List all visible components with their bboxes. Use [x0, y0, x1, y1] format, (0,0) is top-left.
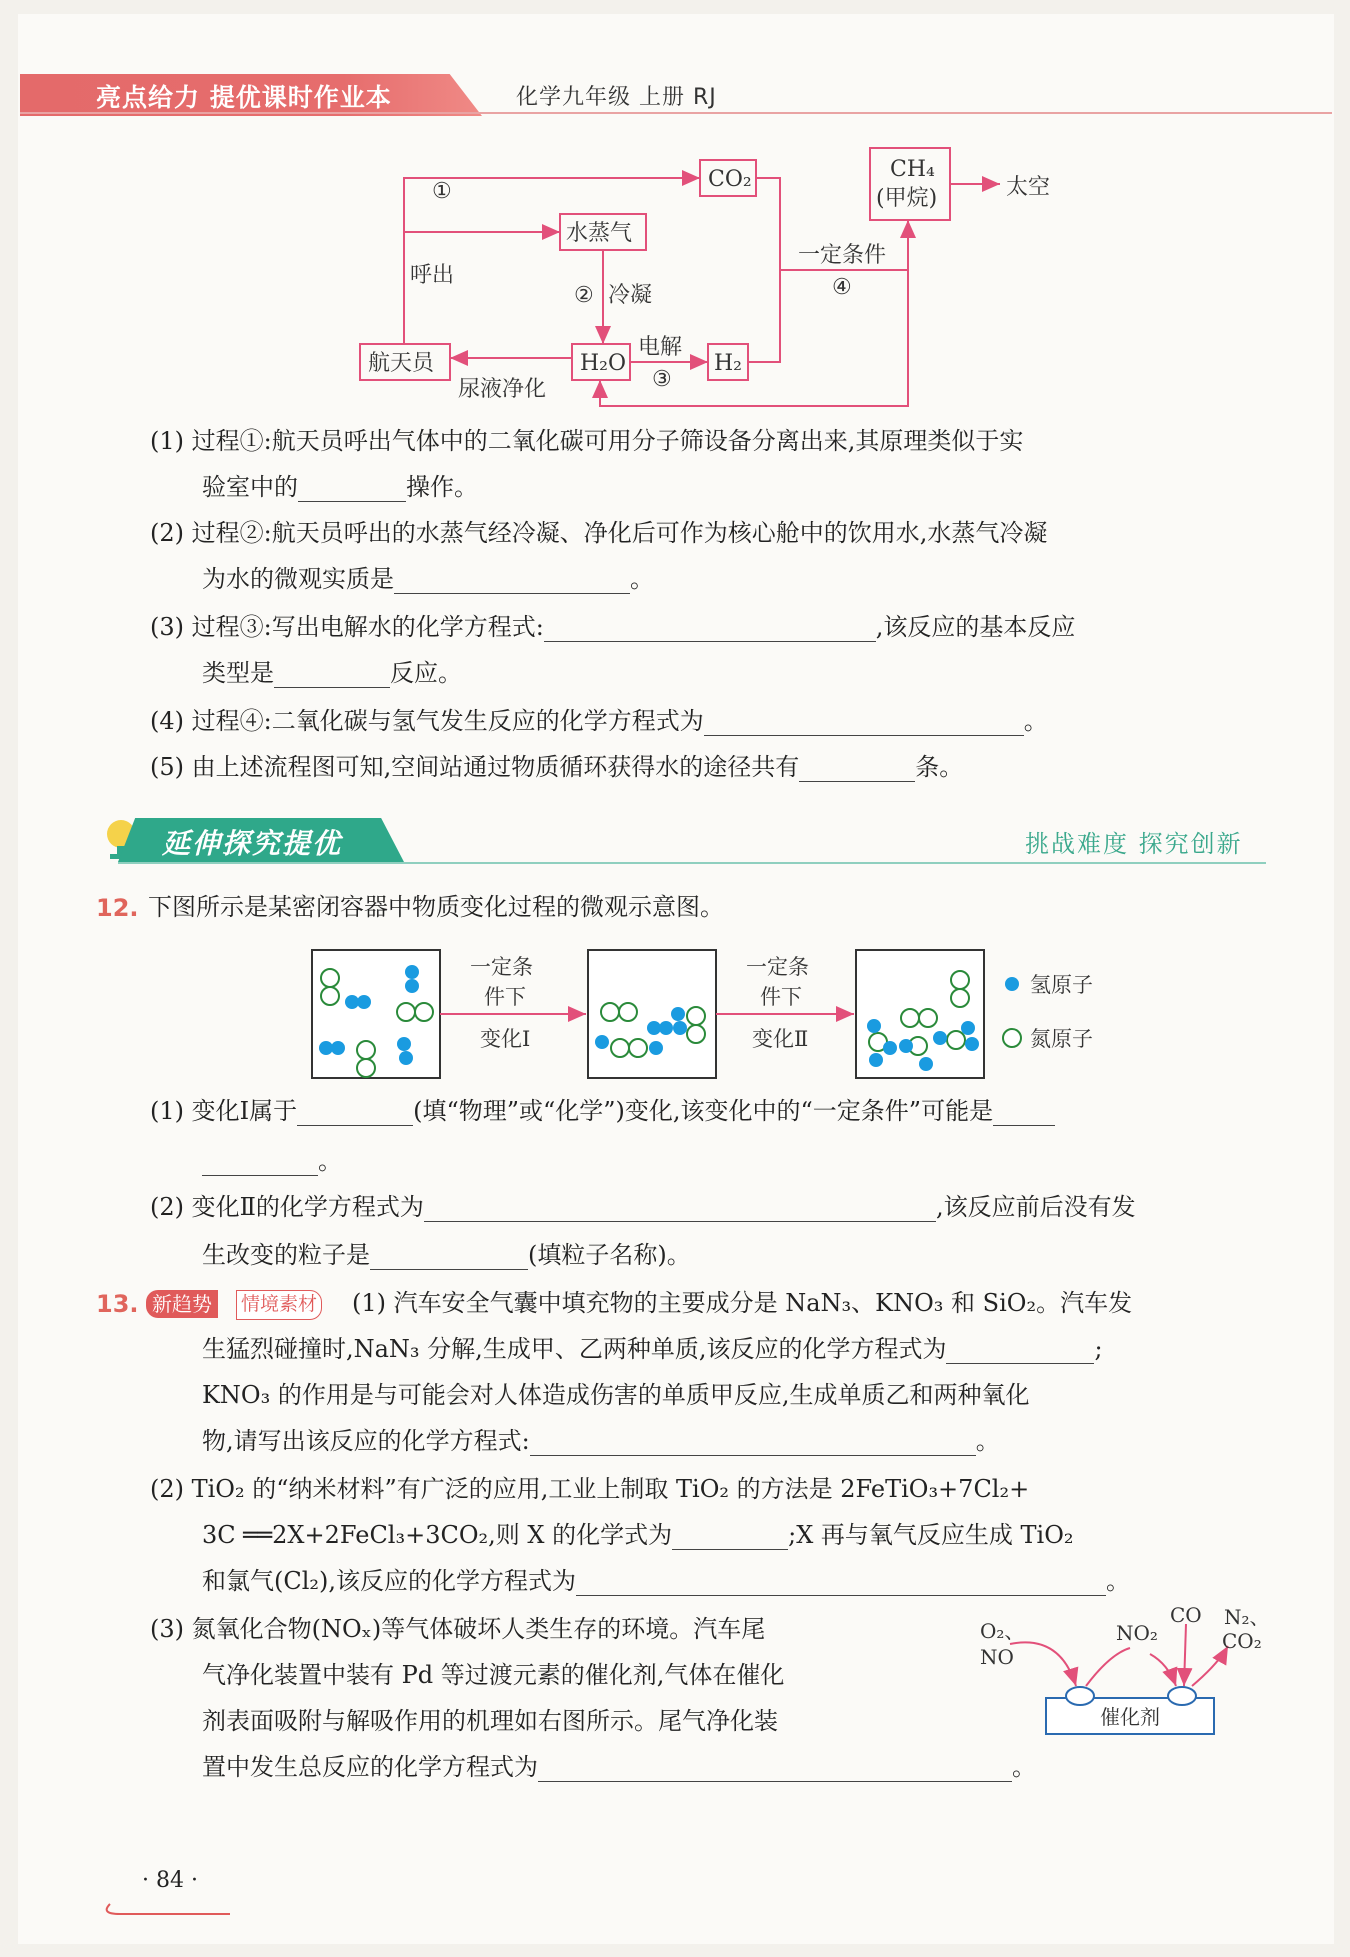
- h2o-label: H₂O: [580, 351, 627, 376]
- page-number: · 84 ·: [142, 1868, 198, 1893]
- answer-blank[interactable]: [538, 1757, 1012, 1782]
- q11-part5-text: (5) 由上述流程图可知,空间站通过物质循环获得水的途径共有: [150, 753, 800, 781]
- co-label: CO: [1170, 1604, 1202, 1627]
- q13-line1: (1) 汽车安全气囊中填充物的主要成分是 NaN₃、KNO₃ 和 SiO₂。汽车发: [352, 1289, 1133, 1317]
- o2-label: O₂、: [980, 1619, 1025, 1643]
- q12-part1-tail: 。: [318, 1147, 342, 1175]
- q11-part4-tail: 。: [1023, 707, 1048, 735]
- section-rule: [118, 862, 1266, 864]
- q13-line11-text: 置中发生总反应的化学方程式为: [202, 1753, 538, 1781]
- q13-line6: [202, 1520, 1074, 1550]
- q12-part1-line1: [150, 1096, 1055, 1126]
- q11-part3-text: (3) 过程③:写出电解水的化学方程式:: [150, 613, 544, 641]
- answer-blank[interactable]: [274, 663, 390, 688]
- space-label: 太空: [1006, 175, 1051, 200]
- change-2-condition-a: 一定条: [746, 955, 809, 979]
- legend-hydrogen-label: 氢原子: [1030, 973, 1093, 997]
- q12-stem: 下图所示是某密闭容器中物质变化过程的微观示意图。: [148, 893, 724, 921]
- q11-part1-line2: [202, 472, 478, 502]
- answer-blank[interactable]: [704, 711, 1024, 736]
- change-2-condition-b: 件下: [760, 985, 802, 1009]
- answer-blank[interactable]: [672, 1525, 788, 1550]
- q13-line11: [202, 1752, 1036, 1782]
- answer-blank[interactable]: [544, 617, 876, 642]
- condense-label: 冷凝: [608, 283, 653, 308]
- q11-part3-type: 类型是: [202, 659, 274, 687]
- hydrogen-atom-icon: [1005, 977, 1019, 991]
- answer-blank[interactable]: [424, 1197, 936, 1222]
- q13-line2-tail: ;: [1094, 1335, 1103, 1363]
- q12-part2-text: (2) 变化Ⅱ的化学方程式为: [150, 1193, 424, 1221]
- answer-blank[interactable]: [946, 1339, 1094, 1364]
- answer-blank[interactable]: [394, 569, 630, 594]
- change-2-label: 变化Ⅱ: [752, 1027, 809, 1051]
- q11-part1-tail: 操作。: [406, 473, 478, 501]
- q13-line7-tail: 。: [1106, 1567, 1131, 1595]
- no2-label: NO₂: [1116, 1621, 1158, 1645]
- astronaut-label: 航天员: [368, 351, 435, 376]
- no-label: NO: [980, 1645, 1014, 1669]
- h2-label: H₂: [714, 351, 743, 376]
- q13-line8: (3) 氮氧化合物(NOₓ)等气体破坏人类生存的环境。汽车尾: [150, 1615, 766, 1643]
- nitrogen-atom-icon: [1003, 1029, 1021, 1047]
- process-4-label: ④: [832, 275, 852, 300]
- process-1-label: ①: [432, 179, 452, 204]
- co2-product-label: CO₂: [1222, 1629, 1262, 1653]
- exhale-label: 呼出: [410, 263, 455, 288]
- header-series-title: 亮点给力 提优课时作业本: [96, 83, 392, 112]
- q12-number: 12.: [96, 894, 139, 922]
- q12-part1-line2: [202, 1146, 342, 1176]
- q12-part2-line2: [202, 1240, 691, 1270]
- q12-part2-line1: [150, 1192, 1136, 1222]
- q13-line2-text: 生猛烈碰撞时,NaN₃ 分解,生成甲、乙两种单质,该反应的化学方程式为: [202, 1335, 947, 1363]
- section-title: 延伸探究提优: [162, 827, 343, 860]
- co2-label: CO₂: [708, 167, 752, 192]
- space-station-flow-diagram: [0, 0, 1350, 420]
- change-1-condition-a: 一定条: [470, 955, 533, 979]
- q13-line10: 剂表面吸附与解吸作用的机理如右图所示。尾气净化装: [202, 1707, 778, 1735]
- q13-line6-text: 3C ══2X+2FeCl₃+3CO₂,则 X 的化学式为: [202, 1521, 673, 1549]
- change-1-condition-b: 件下: [484, 985, 526, 1009]
- answer-blank[interactable]: [530, 1431, 976, 1456]
- q11-part1-line1: (1) 过程①:航天员呼出气体中的二氧化碳可用分子筛设备分离出来,其原理类似于实: [150, 427, 1024, 455]
- process-3-label: ③: [652, 367, 672, 392]
- condition-label: 一定条件: [798, 243, 887, 268]
- q11-part3-line1: [150, 612, 1075, 642]
- q11-part5-tail: 条。: [915, 753, 964, 781]
- q13-line4-text: 物,请写出该反应的化学方程式:: [202, 1427, 530, 1455]
- q13-line9: 气净化装置中装有 Pd 等过渡元素的催化剂,气体在催化: [202, 1661, 785, 1689]
- micro-change-diagram: [300, 944, 1120, 1084]
- q13-line3: KNO₃ 的作用是与可能会对人体造成伤害的单质甲反应,生成单质乙和两种氧化: [202, 1381, 1030, 1409]
- section-subtitle: 挑战难度 探究创新: [1025, 830, 1243, 858]
- answer-blank[interactable]: [799, 757, 915, 782]
- q12-part1-mid: (填“物理”或“化学”)变化,该变化中的“一定条件”可能是: [413, 1097, 994, 1125]
- q11-part1-text: 验室中的: [202, 473, 298, 501]
- q13-line5: (2) TiO₂ 的“纳米材料”有广泛的应用,工业上制取 TiO₂ 的方法是 2FeTiO₃+7Cl₂+: [150, 1475, 1030, 1503]
- catalyst-label: 催化剂: [1100, 1705, 1160, 1729]
- q12-part2-text2: 生改变的粒子是: [202, 1241, 370, 1269]
- catalyst-mechanism-diagram: [960, 1604, 1280, 1744]
- q11-part3-tail: ,该反应的基本反应: [875, 613, 1076, 641]
- q13-line4-tail: 。: [975, 1427, 1000, 1455]
- header-book-info: 化学九年级 上册 RJ: [516, 85, 717, 110]
- q11-part4-text: (4) 过程④:二氧化碳与氢气发生反应的化学方程式为: [150, 707, 704, 735]
- electrolysis-label: 电解: [638, 335, 683, 360]
- context-badge: 情境素材: [236, 1290, 322, 1320]
- answer-blank[interactable]: [576, 1571, 1106, 1596]
- q11-part3-end: 反应。: [390, 659, 462, 687]
- answer-blank[interactable]: [993, 1101, 1055, 1126]
- q11-part2-text: 为水的微观实质是: [202, 565, 394, 593]
- q11-part3-line2: [202, 658, 462, 688]
- q11-part5: [150, 752, 963, 782]
- q13-line7: [202, 1566, 1130, 1596]
- answer-blank[interactable]: [297, 1101, 413, 1126]
- ch4-note: (甲烷): [876, 186, 938, 211]
- q11-part2-line1: (2) 过程②:航天员呼出的水蒸气经冷凝、净化后可作为核心舱中的饮用水,水蒸气冷凝: [150, 519, 1048, 547]
- q11-part2-tail: 。: [630, 565, 654, 593]
- answer-blank[interactable]: [370, 1245, 528, 1270]
- change-1-label: 变化Ⅰ: [480, 1027, 531, 1051]
- legend-nitrogen-label: 氮原子: [1030, 1027, 1093, 1051]
- q11-part2-line2: [202, 564, 654, 594]
- q13-line7-text: 和氯气(Cl₂),该反应的化学方程式为: [202, 1567, 577, 1595]
- answer-blank[interactable]: [298, 477, 406, 502]
- q12-part2-tail: (填粒子名称)。: [528, 1241, 691, 1269]
- q13-number: 13.: [96, 1290, 139, 1318]
- q13-line6-tail: ;X 再与氧气反应生成 TiO₂: [788, 1521, 1074, 1549]
- q12-part2-mid: ,该反应前后没有发: [935, 1193, 1136, 1221]
- trend-badge: 新趋势: [146, 1290, 218, 1318]
- answer-blank[interactable]: [202, 1151, 318, 1176]
- urine-label: 尿液净化: [458, 377, 547, 402]
- q12-part1-text: (1) 变化Ⅰ属于: [150, 1097, 298, 1125]
- n2-label: N₂、: [1224, 1605, 1270, 1629]
- q13-line2: [202, 1334, 1103, 1364]
- q11-part4: [150, 706, 1048, 736]
- adsorption-site-1: [1066, 1687, 1094, 1705]
- adsorption-site-2: [1168, 1687, 1196, 1705]
- vapor-label: 水蒸气: [566, 221, 633, 246]
- process-2-label: ②: [574, 283, 594, 308]
- q13-line11-tail: 。: [1012, 1753, 1036, 1781]
- q13-line4: [202, 1426, 1000, 1456]
- ch4-label: CH₄: [890, 157, 935, 182]
